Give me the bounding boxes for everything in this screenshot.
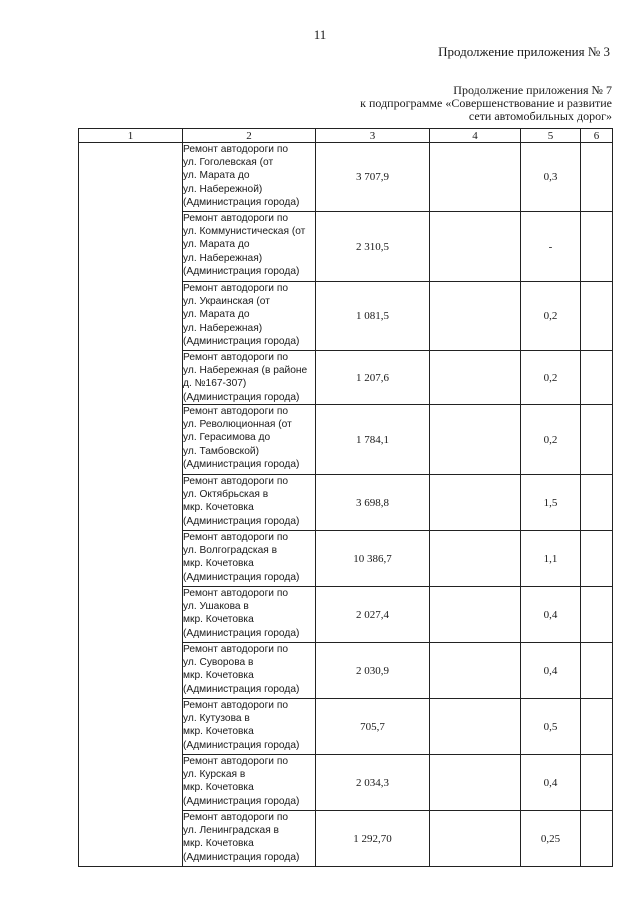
road-name-line: мкр. Кочетовка: [183, 558, 254, 570]
road-name-line: мкр. Кочетовка: [183, 782, 254, 794]
road-name-line: Ремонт автодороги по: [183, 588, 289, 599]
header-line-1: Продолжение приложения № 7: [453, 83, 612, 97]
header-line-3: сети автомобильных дорог»: [468, 109, 612, 123]
value-cell-c6: [581, 755, 613, 811]
road-name-line: Ремонт автодороги по: [183, 144, 289, 155]
value-cell-c6: [581, 531, 613, 587]
road-name-line: (Администрация города): [183, 851, 300, 863]
road-name-line: ул. Тамбовской): [183, 445, 260, 457]
road-name-line: ул. Ленинградская в: [183, 825, 279, 837]
road-name-line: Ремонт автодороги по: [183, 352, 289, 363]
column-header: 1: [79, 129, 183, 143]
road-name-line: мкр. Кочетовка: [183, 502, 254, 514]
road-name-line: Ремонт автодороги по: [183, 700, 289, 711]
road-name-line: ул. Кутузова в: [183, 713, 250, 725]
road-name-line: Ремонт автодороги по: [183, 283, 289, 294]
appendix-3-continuation: Продолжение приложения № 3: [438, 44, 610, 59]
column-header: 4: [430, 129, 521, 143]
road-name-line: Ремонт автодороги по: [183, 213, 289, 224]
road-name-cell: [183, 282, 316, 351]
value-cell-c3: 3 698,8: [316, 475, 430, 531]
value-cell-c6: [581, 351, 613, 405]
value-cell-c3: 2 310,5: [316, 212, 430, 282]
road-name-line: (Администрация города): [183, 795, 300, 807]
value-cell-c3: 10 386,7: [316, 531, 430, 587]
value-cell-c3: 705,7: [316, 699, 430, 755]
value-cell-c5: 0,4: [521, 587, 581, 643]
road-name-line: ул. Марата до: [183, 239, 250, 251]
value-cell-c4: [430, 587, 521, 643]
road-name-cell: [183, 699, 316, 755]
road-name-line: мкр. Кочетовка: [183, 670, 254, 682]
road-name-line: ул. Набережная): [183, 252, 263, 264]
value-cell-c6: [581, 475, 613, 531]
value-cell-c3: 1 081,5: [316, 282, 430, 351]
column-1-merged-cell: [79, 143, 183, 867]
column-header: 5: [521, 129, 581, 143]
road-name-cell: [183, 351, 316, 405]
road-name-line: ул. Украинская (от: [183, 296, 270, 308]
value-cell-c3: 1 784,1: [316, 405, 430, 475]
road-name-line: (Администрация города): [183, 196, 300, 208]
road-name-line: ул. Набережной): [183, 183, 263, 195]
road-name-cell: [183, 755, 316, 811]
value-cell-c6: [581, 143, 613, 212]
road-name-line: ул. Марата до: [183, 170, 250, 182]
value-cell-c3: 1 207,6: [316, 351, 430, 405]
value-cell-c6: [581, 643, 613, 699]
value-cell-c4: [430, 531, 521, 587]
road-name-cell: [183, 143, 316, 212]
road-name-cell: [183, 643, 316, 699]
road-name-cell: [183, 475, 316, 531]
road-name-line: (Администрация города): [183, 627, 300, 639]
value-cell-c4: [430, 475, 521, 531]
road-name-cell: [183, 405, 316, 475]
value-cell-c5: 0,2: [521, 405, 581, 475]
value-cell-c4: [430, 811, 521, 867]
road-name-line: ул. Революционная (от: [183, 419, 292, 431]
value-cell-c5: 0,4: [521, 755, 581, 811]
value-cell-c4: [430, 755, 521, 811]
road-name-line: Ремонт автодороги по: [183, 644, 289, 655]
value-cell-c6: [581, 282, 613, 351]
value-cell-c5: 1,5: [521, 475, 581, 531]
road-name-line: ул. Набережная (в районе: [183, 365, 308, 377]
value-cell-c6: [581, 587, 613, 643]
road-name-line: Ремонт автодороги по: [183, 406, 289, 417]
table-header-row: [79, 129, 613, 143]
road-name-line: мкр. Кочетовка: [183, 726, 254, 738]
road-name-line: ул. Курская в: [183, 769, 246, 781]
table-row: [79, 143, 613, 212]
value-cell-c4: [430, 282, 521, 351]
value-cell-c5: -: [521, 212, 581, 282]
value-cell-c6: [581, 212, 613, 282]
road-name-line: ул. Герасимова до: [183, 432, 271, 444]
road-name-line: мкр. Кочетовка: [183, 838, 254, 850]
value-cell-c5: 0,2: [521, 351, 581, 405]
value-cell-c5: 0,3: [521, 143, 581, 212]
road-name-line: ул. Суворова в: [183, 657, 254, 669]
road-name-line: ул. Ушакова в: [183, 601, 249, 613]
road-name-line: Ремонт автодороги по: [183, 812, 289, 823]
road-name-line: Ремонт автодороги по: [183, 756, 289, 767]
value-cell-c6: [581, 811, 613, 867]
road-name-line: (Администрация города): [183, 458, 300, 470]
value-cell-c4: [430, 699, 521, 755]
road-name-line: ул. Коммунистическая (от: [183, 226, 306, 238]
column-header: 3: [316, 129, 430, 143]
value-cell-c3: 2 034,3: [316, 755, 430, 811]
value-cell-c3: 1 292,70: [316, 811, 430, 867]
value-cell-c4: [430, 212, 521, 282]
road-name-line: (Администрация города): [183, 515, 300, 527]
value-cell-c5: 0,4: [521, 643, 581, 699]
road-name-line: (Администрация города): [183, 265, 300, 277]
road-name-line: Ремонт автодороги по: [183, 532, 289, 543]
road-name-line: (Администрация города): [183, 335, 300, 347]
value-cell-c4: [430, 405, 521, 475]
road-name-line: (Администрация города): [183, 391, 300, 403]
road-name-line: Ремонт автодороги по: [183, 476, 289, 487]
road-name-line: (Администрация города): [183, 683, 300, 695]
road-name-cell: [183, 811, 316, 867]
value-cell-c6: [581, 699, 613, 755]
road-repair-table: [78, 128, 613, 867]
road-name-cell: [183, 587, 316, 643]
header-line-2: к подпрограмме «Совершенствование и развитие: [360, 96, 612, 110]
value-cell-c5: 0,2: [521, 282, 581, 351]
value-cell-c5: 0,5: [521, 699, 581, 755]
value-cell-c6: [581, 405, 613, 475]
value-cell-c3: 2 027,4: [316, 587, 430, 643]
value-cell-c4: [430, 643, 521, 699]
road-name-line: (Администрация города): [183, 571, 300, 583]
appendix-7-header: [360, 84, 612, 123]
road-name-line: мкр. Кочетовка: [183, 614, 254, 626]
page-number: 11: [313, 27, 327, 42]
value-cell-c4: [430, 351, 521, 405]
value-cell-c3: 2 030,9: [316, 643, 430, 699]
road-name-line: (Администрация города): [183, 739, 300, 751]
road-name-line: ул. Набережная): [183, 322, 263, 334]
road-name-line: ул. Гоголевская (от: [183, 157, 274, 169]
value-cell-c5: 1,1: [521, 531, 581, 587]
value-cell-c3: 3 707,9: [316, 143, 430, 212]
road-name-line: ул. Октябрьская в: [183, 489, 269, 501]
road-name-line: ул. Волгоградская в: [183, 545, 278, 557]
column-header: 2: [183, 129, 316, 143]
road-name-line: д. №167-307): [183, 378, 247, 390]
road-name-cell: [183, 212, 316, 282]
column-header: 6: [581, 129, 613, 143]
road-name-line: ул. Марата до: [183, 309, 250, 321]
value-cell-c5: 0,25: [521, 811, 581, 867]
road-name-cell: [183, 531, 316, 587]
value-cell-c4: [430, 143, 521, 212]
